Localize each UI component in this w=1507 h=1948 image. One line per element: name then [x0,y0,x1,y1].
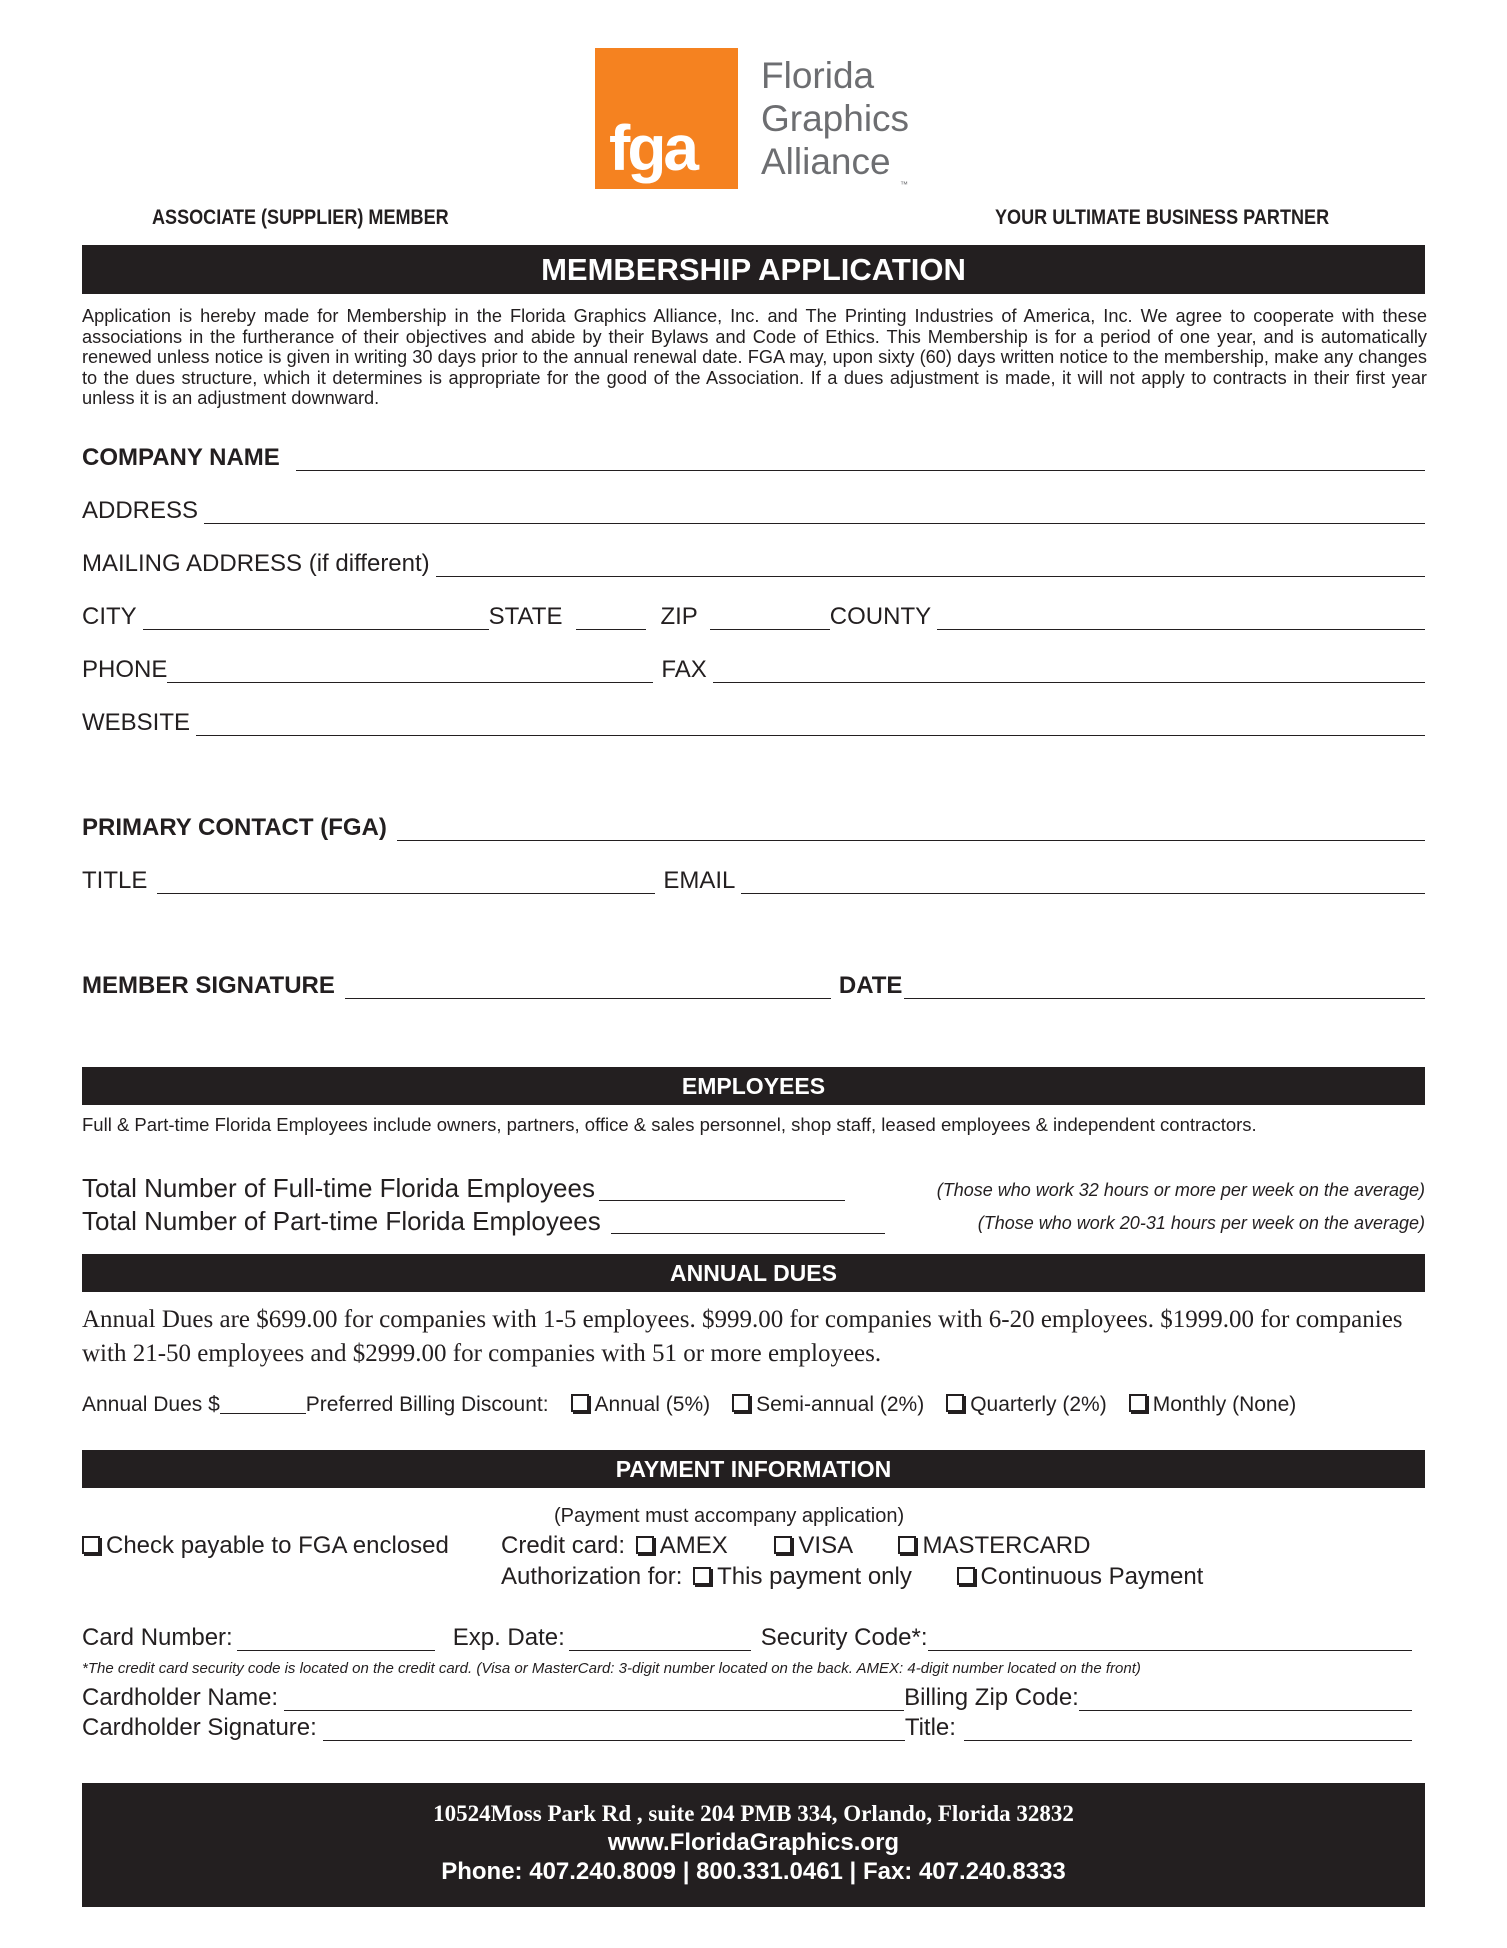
card-amex[interactable]: AMEX [636,1532,728,1559]
auth-continuous[interactable]: Continuous Payment [957,1563,1204,1590]
card-number-label: Card Number: [82,1624,233,1651]
address-label: ADDRESS [82,497,199,524]
monthly-checkbox[interactable] [1129,1394,1147,1412]
fax-field[interactable] [713,658,1425,683]
security-code-field[interactable] [928,1626,1412,1651]
card-number-field[interactable] [237,1626,435,1651]
part-time-row [82,1208,1425,1234]
option-semi-annual[interactable]: Semi-annual (2%) [732,1393,924,1417]
annual-dues-heading: ANNUAL DUES [82,1254,1425,1292]
mailing-address-field[interactable] [436,552,1425,577]
logo-wordmark [761,54,909,183]
address-field[interactable] [204,499,1425,524]
this-payment-checkbox[interactable] [693,1567,711,1585]
check-checkbox[interactable] [82,1536,100,1554]
title-email-row [82,868,1425,894]
mailing-address-row [82,551,1425,577]
cardholder-title-field[interactable] [964,1716,1412,1741]
cardholder-title-label: Title: [904,1714,956,1741]
billing-row [82,1393,1425,1417]
continuous-checkbox[interactable] [957,1567,975,1585]
cardholder-signature-label: Cardholder Signature: [82,1714,317,1741]
date-label: DATE [838,972,903,999]
member-signature-field[interactable] [345,974,831,999]
annual-dues-field[interactable] [220,1397,306,1414]
credit-card-row [501,1532,1090,1560]
intro-paragraph: Application is hereby made for Membership in the Florida Graphics Alliance, Inc. and The Printing Industries of America, Inc. We agree to cooperate with these associations in the furtherance of their objectives and abide by their Bylaws and Code of Ethics. This Membership is for a period of one year, and is automatically renewed unless notice is given in writing 30 days prior to the annual renewal date. FGA may, upon sixty (60) days written notice to the membership, make any changes to the dues structure, which it determines is appropriate for the good of the Association. If a dues adjustment is made, it will not apply to contracts in their first year unless it is an adjustment downward. [82,306,1427,408]
quarterly-checkbox[interactable] [946,1394,964,1412]
full-time-label: Total Number of Full-time Florida Employees [82,1173,595,1203]
exp-date-label: Exp. Date: [452,1624,565,1651]
cardholder-name-field[interactable] [284,1686,904,1711]
billing-discount-label: Preferred Billing Discount: [305,1393,549,1416]
phone-field[interactable] [167,658,653,683]
part-time-field[interactable] [611,1209,885,1234]
exp-date-field[interactable] [569,1626,751,1651]
option-monthly[interactable]: Monthly (None) [1129,1393,1297,1417]
primary-contact-label: PRIMARY CONTACT (FGA) [82,814,387,841]
amex-checkbox[interactable] [636,1536,654,1554]
part-time-note: (Those who work 20-31 hours per week on the average) [977,1213,1425,1233]
state-label: STATE [488,603,563,630]
phone-fax-row [82,657,1425,683]
city-state-row [82,604,1425,630]
logo-line-3: Alliance [761,141,891,182]
membership-type-tag: ASSOCIATE (SUPPLIER) MEMBER [152,206,449,229]
email-label: EMAIL [663,867,736,894]
mastercard-checkbox[interactable] [898,1536,916,1554]
part-time-label: Total Number of Part-time Florida Employees [82,1206,601,1236]
employees-note: Full & Part-time Florida Employees include owners, partners, office & sales personnel, shop staff, leased employees & independent contractors. [82,1114,1257,1135]
check-label: Check payable to FGA enclosed [106,1532,449,1559]
title-label: TITLE [82,867,148,894]
primary-contact-row [82,815,1425,841]
logo-line-1: Florida [761,55,875,96]
city-label: CITY [82,603,137,630]
security-code-note: *The credit card security code is located on the credit card. (Visa or MasterCard: 3-digit number located on the back. AMEX: 4-digit number located on the front) [82,1660,1141,1677]
dues-description: Annual Dues are $699.00 for companies with 1-5 employees. $999.00 for companies with 6-20 employees. $1999.00 for companies with 21-50 employees and $2999.00 for companies with 51 or more employees. [82,1306,1403,1367]
card-number-row [82,1625,1412,1651]
card-visa[interactable]: VISA [774,1532,851,1559]
date-field[interactable] [904,974,1425,999]
signature-row [82,973,1425,999]
option-annual[interactable]: Annual (5%) [571,1393,711,1417]
city-field[interactable] [143,605,489,630]
card-mastercard[interactable]: MASTERCARD [898,1532,1090,1559]
member-signature-label: MEMBER SIGNATURE [82,972,335,999]
billing-zip-label: Billing Zip Code: [904,1684,1079,1711]
logo-line-2: Graphics [761,98,910,139]
credit-card-label: Credit card: [501,1532,626,1559]
email-field[interactable] [741,869,1425,894]
title-field[interactable] [157,869,655,894]
annual-dues-label: Annual Dues $ [82,1393,220,1416]
mailing-address-label: MAILING ADDRESS (if different) [82,550,430,577]
full-time-field[interactable] [599,1176,845,1201]
company-name-field[interactable] [296,446,1425,471]
footer-website[interactable]: www.FloridaGraphics.org [607,1829,900,1856]
cardholder-name-label: Cardholder Name: [82,1684,279,1711]
logo-mark-text: fga [609,112,696,184]
trademark-symbol: ™ [900,180,908,189]
primary-contact-field[interactable] [397,816,1425,841]
county-field[interactable] [937,605,1425,630]
semi-annual-checkbox[interactable] [732,1394,750,1412]
payment-subnote: (Payment must accompany application) [554,1505,905,1527]
check-option[interactable] [82,1532,449,1560]
annual-checkbox[interactable] [571,1394,589,1412]
employees-heading: EMPLOYEES [82,1067,1425,1105]
page-title: MEMBERSHIP APPLICATION [82,245,1425,294]
full-time-note: (Those who work 32 hours or more per week on the average) [936,1180,1425,1200]
website-row [82,710,1425,736]
footer-phones: Phone: 407.240.8009 | 800.331.0461 | Fax: 407.240.8333 [441,1858,1066,1885]
payment-heading: PAYMENT INFORMATION [82,1450,1425,1488]
state-field[interactable] [576,605,646,630]
company-name-label: COMPANY NAME [82,444,280,471]
security-code-label: Security Code*: [760,1624,928,1651]
footer-address: 10524Moss Park Rd , suite 204 PMB 334, Orlando, Florida 32832 [433,1801,1074,1826]
website-field[interactable] [196,711,1425,736]
phone-label: PHONE [82,656,168,683]
address-row [82,498,1425,524]
company-name-row [82,445,1425,471]
option-quarterly[interactable]: Quarterly (2%) [946,1393,1107,1417]
fax-label: FAX [661,656,707,683]
county-label: COUNTY [829,603,932,630]
cardholder-name-row [82,1685,1412,1711]
authorization-label: Authorization for: [501,1563,683,1590]
fga-logo-mark [595,48,738,189]
authorization-row [501,1563,1203,1591]
auth-this-payment[interactable]: This payment only [693,1563,912,1590]
billing-zip-field[interactable] [1079,1686,1412,1711]
zip-label: ZIP [660,603,698,630]
zip-field[interactable] [710,605,830,630]
footer [82,1783,1425,1907]
business-partner-tag: YOUR ULTIMATE BUSINESS PARTNER [995,206,1330,229]
website-label: WEBSITE [82,709,191,736]
cardholder-signature-row [82,1715,1412,1741]
full-time-row [82,1175,1425,1201]
visa-checkbox[interactable] [774,1536,792,1554]
cardholder-signature-field[interactable] [323,1716,905,1741]
